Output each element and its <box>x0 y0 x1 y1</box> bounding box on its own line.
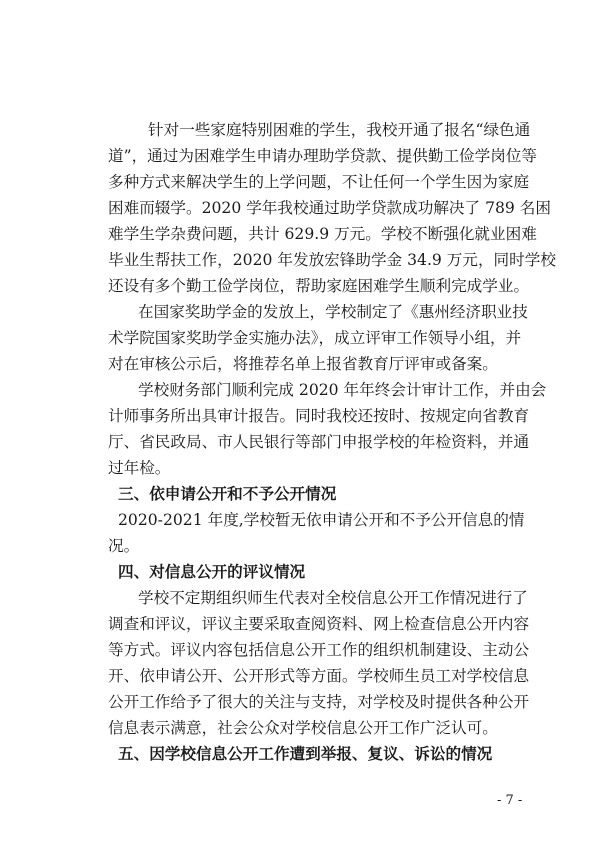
text-line: 学校财务部门顺利完成 2020 年年终会计审计工作，并由会 <box>138 381 547 399</box>
text-line: 过年检。 <box>108 459 171 477</box>
page-number: - 7 - <box>497 793 523 808</box>
text-line: 多种方式来解决学生的上学问题，不让任何一个学生因为家庭 <box>108 173 530 191</box>
text-line: 在国家奖助学金的发放上，学校制定了《惠州经济职业技 <box>138 303 528 321</box>
section-heading: 四、对信息公开的评议情况 <box>118 563 306 581</box>
text-line: 等方式。评议内容包括信息公开工作的组织机制建设、主动公 <box>108 641 530 659</box>
text-line: 开、依申请公开、公开形式等方面。学校师生员工对学校信息 <box>108 667 530 685</box>
text-line: 还设有多个勤工俭学岗位，帮助家庭困难学生顺利完成学业。 <box>108 277 530 295</box>
text-line: 毕业生帮扶工作，2020 年发放宏锋助学金 34.9 万元，同时学校 <box>108 251 556 269</box>
text-line: 困难而辍学。2020 学年我校通过助学贷款成功解决了 789 名困 <box>108 199 551 217</box>
text-line: 术学院国家奖助学金实施办法》，成立评审工作领导小组，并 <box>108 329 522 347</box>
text-line: 难学生学杂费问题，共计 629.9 万元。学校不断强化就业困难 <box>108 225 537 243</box>
section-heading: 三、依申请公开和不予公开情况 <box>118 485 337 503</box>
text-line: 公开工作给予了很大的关注与支持，对学校及时提供各种公开 <box>108 693 530 711</box>
text-line: 计师事务所出具审计报告。同时我校还按时、按规定向省教育 <box>108 407 530 425</box>
text-line: 针对一些家庭特别困难的学生，我校开通了报名“绿色通 <box>148 121 531 139</box>
text-line: 信息表示满意，社会公众对学校信息公开工作广泛认可。 <box>108 719 498 737</box>
text-line: 况。 <box>108 537 140 555</box>
section-heading: 五、因学校信息公开工作遭到举报、复议、诉讼的情况 <box>118 745 493 763</box>
text-line: 厅、省民政局、市人民银行等部门申报学校的年检资料，并通 <box>108 433 530 451</box>
text-line: 学校不定期组织师生代表对全校信息公开工作情况进行了 <box>138 589 528 607</box>
text-line: 道”，通过为困难学生申请办理助学贷款、提供勤工俭学岗位等 <box>108 147 538 165</box>
text-line: 2020-2021 年度,学校暂无依申请公开和不予公开信息的情 <box>118 511 525 529</box>
text-line: 调查和评议，评议主要采取查阅资料、网上检查信息公开内容 <box>108 615 530 633</box>
text-line: 对在审核公示后，将推荐名单上报省教育厅评审或备案。 <box>108 355 498 373</box>
